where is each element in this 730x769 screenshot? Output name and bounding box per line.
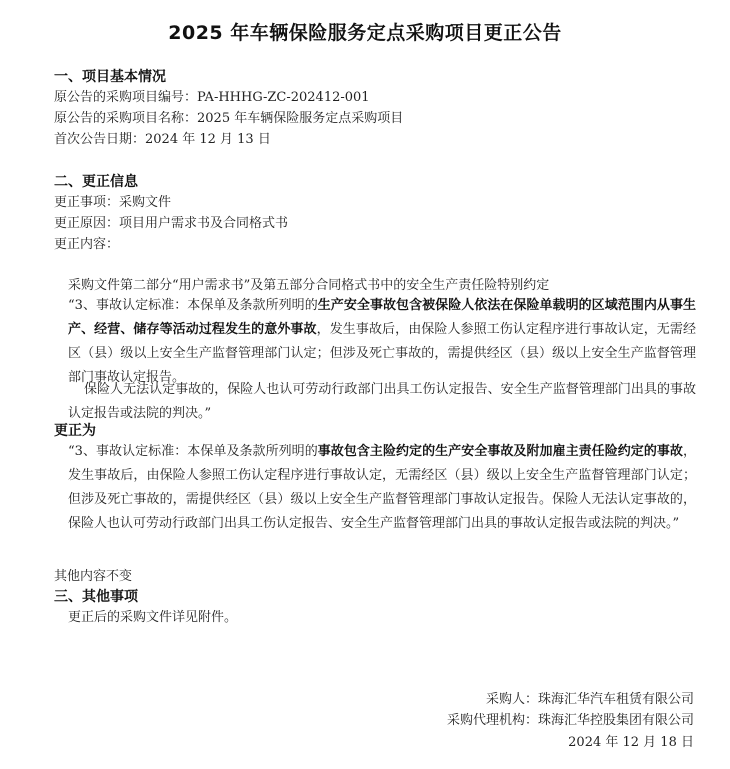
signature-date: 2024 年 12 月 18 日 — [568, 735, 694, 750]
new-clause-rest: ，发生事故后，由保险人参照工伤认定程序进行事故认定，无需经区（县）级以上安全生产监督管理部门认定；但涉及死亡事故的，需提供经区（县）级以上安全生产监督管理部门事故认定报告。保险人无法认定事故的，保险人也认可劳动行政部门出具工伤认定报告、安全生产监督管理部门出具的事故认定报告或法院的判决。” — [68, 444, 696, 531]
original-clause-rest: ，发生事故后，由保险人参照工伤认定程序进行事故认定，无需经区（县）级以上安全生产监督管理部门认定；但涉及死亡事故的，需提供经区（县）级以上安全生产监督管理部门事故认定报告。 — [68, 322, 696, 385]
original-clause-start: “3、事故认定标准：本保单及条款所列明的 — [68, 298, 318, 313]
original-clause — [68, 294, 696, 390]
new-clause — [68, 440, 696, 536]
change-to-label: 更正为 — [54, 423, 96, 439]
new-clause-start: “3、事故认定标准：本保单及条款所列明的 — [68, 444, 318, 459]
project-number: 原公告的采购项目编号：PA-HHHG-ZC-202412-001 — [54, 90, 370, 105]
correction-reason: 更正原因：项目用户需求书及合同格式书 — [54, 216, 289, 231]
correction-intro: 采购文件第二部分“用户需求书”及第五部分合同格式书中的安全生产责任险特别约定 — [68, 278, 550, 293]
section3-heading: 三、其他事项 — [54, 589, 138, 605]
other-unchanged: 其他内容不变 — [54, 569, 133, 584]
original-clause-paragraph-2: 保险人无法认定事故的，保险人也认可劳动行政部门出具工伤认定报告、安全生产监督管理部门出具的事故认定报告或法院的判决。” — [68, 382, 696, 421]
section1-heading: 一、项目基本情况 — [54, 69, 166, 85]
page-title: 2025 年车辆保险服务定点采购项目更正公告 — [168, 22, 562, 44]
first-announcement-date: 首次公告日期：2024 年 12 月 13 日 — [54, 132, 271, 147]
project-name: 原公告的采购项目名称：2025 年车辆保险服务定点采购项目 — [54, 111, 404, 126]
original-clause-bold: 生产安全事故包含被保险人依法在保险单载明的区域范围内从事生产、经营、储存等活动过程发生的意外事故 — [68, 298, 696, 337]
agency: 采购代理机构：珠海汇华控股集团有限公司 — [446, 713, 694, 728]
new-clause-bold: 事故包含主险约定的生产安全事故及附加雇主责任险约定的事故 — [317, 444, 683, 459]
correction-item: 更正事项：采购文件 — [54, 195, 172, 210]
buyer: 采购人：珠海汇华汽车租赁有限公司 — [485, 692, 694, 707]
section3-text: 更正后的采购文件详见附件。 — [68, 610, 238, 625]
correction-content-label: 更正内容： — [54, 237, 120, 252]
section2-heading: 二、更正信息 — [54, 174, 138, 190]
